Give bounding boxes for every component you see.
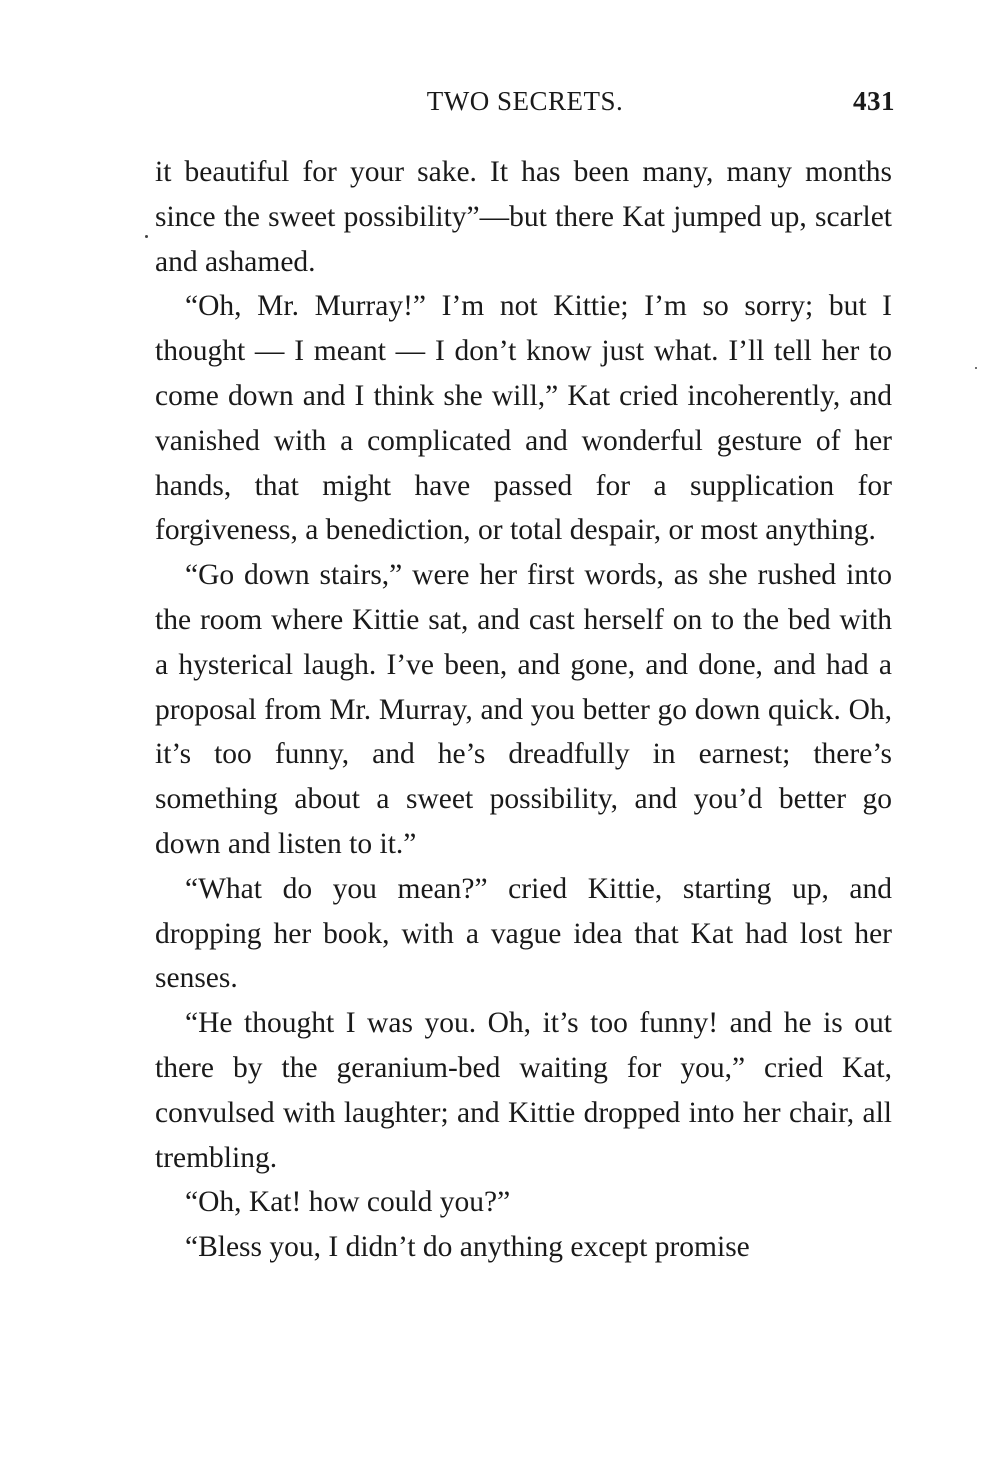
page-header (155, 86, 895, 126)
body-text (155, 150, 892, 1270)
scan-speck (145, 235, 148, 238)
paragraph: “Go down stairs,” were her first words, as she rushed into the room where Kittie sat, and cast herself on to the bed with a hysterical laugh. I’ve been, and gone, and done, and had a proposal from Mr. Murray, and you better go down quick. Oh, it’s too funny, and he’s dreadfully in earnest; there’s something about a sweet possibility, and you’d better go down and listen to it.” (155, 559, 892, 860)
paragraph: “Oh, Kat! how could you?” (185, 1186, 511, 1219)
paragraph-trailing: “Bless you, I didn’t do anything except promise (185, 1231, 750, 1264)
paragraph: “He thought I was you. Oh, it’s too funny! and he is out there by the geranium-bed waiting for you,” cried Kat, convulsed with laughter; and Kittie dropped into her chair, all trembling. (155, 1007, 892, 1174)
scan-speck (975, 367, 977, 369)
paragraph-continuation: it beautiful for your sake. It has been many, many months since the sweet possibility”—but there Kat jumped up, scarlet and ashamed. (155, 156, 892, 278)
page-number: 431 (853, 86, 895, 116)
paragraph: “Oh, Mr. Murray!” I’m not Kittie; I’m so sorry; but I thought — I meant — I don’t know just what. I’ll tell her to come down and I think she will,” Kat cried incoherently, and vanished with a complicated and wonderful gesture of her hands, that might have passed for a supplication for forgiveness, a benediction, or total despair, or most anything. (155, 290, 892, 547)
paragraph: “What do you mean?” cried Kittie, starting up, and dropping her book, with a vague idea that Kat had lost her senses. (155, 872, 892, 995)
running-title: TWO SECRETS. (426, 86, 624, 116)
